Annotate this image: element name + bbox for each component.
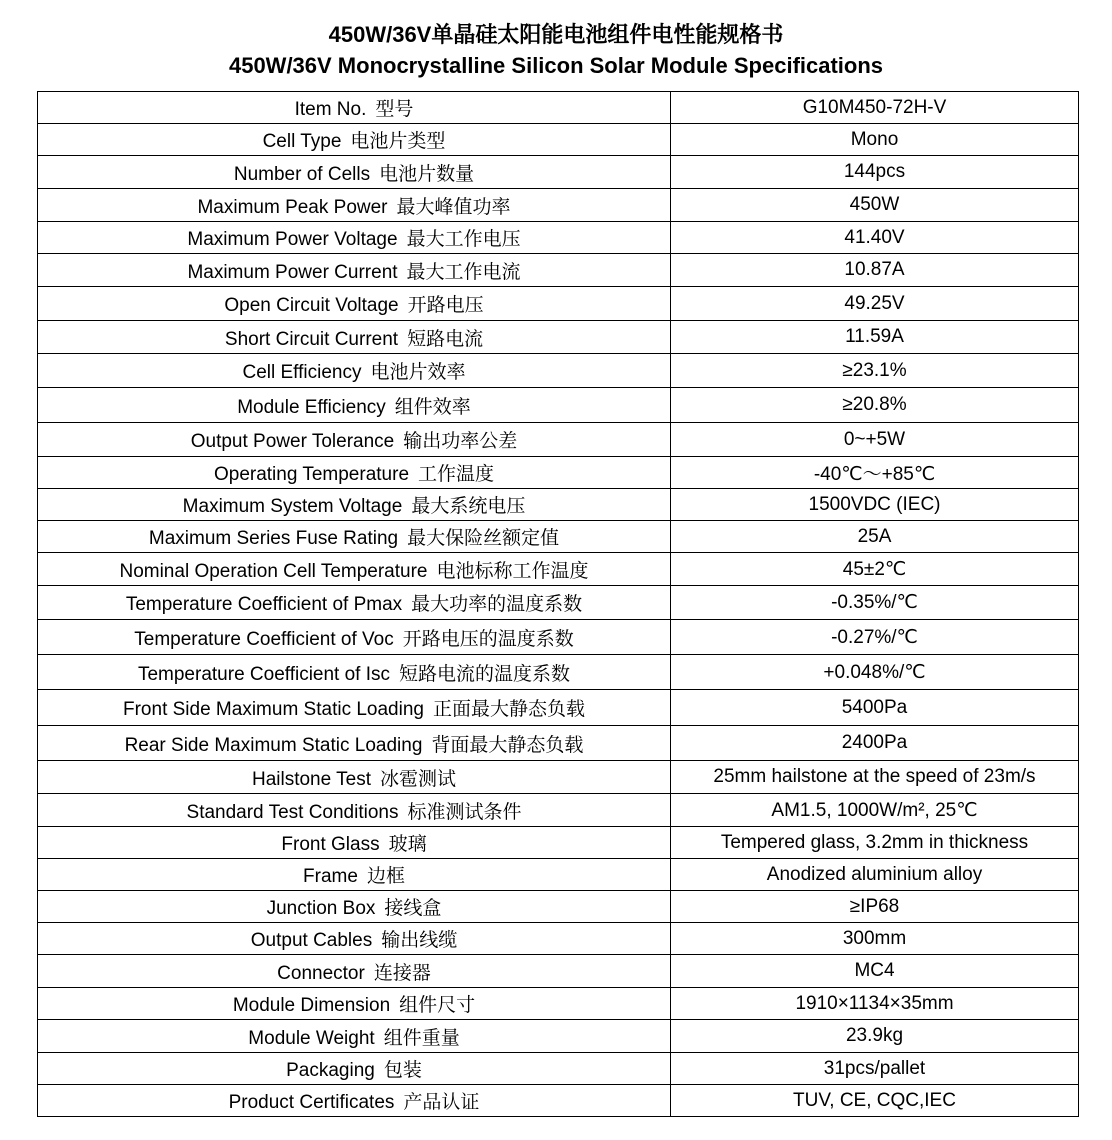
- table-row: [38, 726, 1079, 761]
- parameter-cell: [38, 189, 671, 222]
- parameter-value-cell: 5400Pa: [671, 690, 1079, 726]
- parameter-name-english: Temperature Coefficient of Voc: [134, 628, 394, 650]
- parameter-name-english: Packaging: [286, 1060, 375, 1081]
- parameter-name-english: Product Certificates: [228, 1092, 395, 1113]
- parameter-cell: [38, 156, 671, 189]
- parameter-name-english: Nominal Operation Cell Temperature: [119, 560, 428, 582]
- document-title-english: 450W/36V Monocrystalline Silicon Solar Module Specifications: [228, 53, 884, 78]
- parameter-value-cell: 49.25V: [671, 287, 1079, 321]
- table-row: [38, 690, 1079, 726]
- parameter-cell: [38, 1020, 671, 1053]
- parameter-name-chinese: 电池片效率: [370, 361, 466, 383]
- parameter-cell: [38, 354, 671, 388]
- parameter-name-english: Maximum Peak Power: [197, 196, 388, 218]
- table-row: [38, 189, 1079, 222]
- parameter-value-cell: ≥23.1%: [671, 354, 1079, 388]
- parameter-cell: [38, 321, 671, 354]
- parameter-value-cell: -40℃～+85℃: [671, 457, 1079, 489]
- table-row: [38, 457, 1079, 489]
- parameter-name-english: Item No.: [294, 99, 367, 120]
- table-row: [38, 222, 1079, 254]
- parameter-cell: [38, 287, 671, 321]
- parameter-name-chinese: 组件尺寸: [399, 994, 476, 1016]
- parameter-name-chinese: 输出功率公差: [403, 430, 518, 452]
- parameter-value-cell: 144pcs: [671, 156, 1079, 189]
- parameter-name-chinese: 短路电流的温度系数: [399, 662, 571, 685]
- parameter-name-chinese: 最大保险丝额定值: [407, 527, 560, 549]
- table-row: [38, 988, 1079, 1020]
- table-row: [38, 586, 1079, 620]
- parameter-value-cell: 45±2℃: [671, 553, 1079, 586]
- parameter-name-english: Frame: [303, 866, 358, 887]
- parameter-name-chinese: 输出线缆: [381, 929, 458, 951]
- parameter-name-chinese: 开路电压的温度系数: [402, 627, 574, 650]
- parameter-name-english: Connector: [277, 962, 365, 984]
- parameter-name-english: Open Circuit Voltage: [224, 295, 399, 316]
- parameter-cell: [38, 92, 671, 124]
- parameter-name-english: Operating Temperature: [213, 464, 410, 485]
- parameter-name-english: Maximum Power Voltage: [187, 229, 398, 250]
- parameter-name-chinese: 电池片数量: [379, 162, 475, 185]
- table-row: [38, 553, 1079, 586]
- parameter-cell: [38, 254, 671, 287]
- parameter-cell: [38, 489, 671, 521]
- parameter-name-english: Module Dimension: [232, 995, 391, 1016]
- parameter-name-chinese: 最大工作电压: [406, 228, 521, 250]
- parameter-cell: [38, 586, 671, 620]
- parameter-cell: [38, 1085, 671, 1117]
- parameter-name-chinese: 冰雹测试: [379, 767, 456, 790]
- parameter-name-english: Temperature Coefficient of Isc: [137, 663, 391, 685]
- table-row: [38, 156, 1079, 189]
- parameter-cell: [38, 988, 671, 1020]
- parameter-name-chinese: 型号: [375, 98, 414, 120]
- parameter-cell: [38, 955, 671, 988]
- parameter-cell: [38, 553, 671, 586]
- parameter-value-cell: 450W: [671, 189, 1079, 222]
- parameter-name-english: Output Cables: [250, 930, 373, 951]
- parameter-cell: [38, 827, 671, 859]
- parameter-name-chinese: 标准测试条件: [407, 800, 522, 823]
- parameter-name-english: Maximum Series Fuse Rating: [148, 528, 399, 549]
- parameter-cell: [38, 388, 671, 423]
- parameter-value-cell: 11.59A: [671, 321, 1079, 354]
- table-row: [38, 287, 1079, 321]
- table-row: [38, 761, 1079, 794]
- table-row: [38, 859, 1079, 891]
- table-row: [38, 1085, 1079, 1117]
- parameter-name-english: Output Power Tolerance: [190, 431, 395, 452]
- parameter-cell: [38, 521, 671, 553]
- parameter-cell: [38, 726, 671, 761]
- parameter-name-chinese: 包装: [383, 1059, 422, 1081]
- parameter-name-english: Front Glass: [281, 834, 380, 855]
- parameter-cell: [38, 891, 671, 923]
- parameter-name-chinese: 玻璃: [388, 833, 427, 855]
- parameter-value-cell: 25mm hailstone at the speed of 23m/s: [671, 761, 1079, 794]
- table-row: [38, 124, 1079, 156]
- parameter-name-english: Rear Side Maximum Static Loading: [124, 734, 423, 756]
- parameter-name-chinese: 接线盒: [384, 897, 442, 919]
- parameter-cell: [38, 690, 671, 726]
- parameter-name-english: Number of Cells: [233, 163, 371, 185]
- parameter-cell: [38, 1053, 671, 1085]
- parameter-name-chinese: 组件效率: [394, 395, 471, 418]
- parameter-name-english: Module Efficiency: [237, 396, 386, 418]
- parameter-name-chinese: 短路电流: [407, 327, 484, 350]
- table-row: [38, 423, 1079, 457]
- parameter-name-english: Short Circuit Current: [224, 328, 399, 350]
- parameter-value-cell: Anodized aluminium alloy: [671, 859, 1079, 891]
- parameter-value-cell: 31pcs/pallet: [671, 1053, 1079, 1085]
- parameter-value-cell: 10.87A: [671, 254, 1079, 287]
- specification-table-body: [38, 92, 1079, 1117]
- parameter-name-chinese: 最大工作电流: [406, 260, 521, 283]
- parameter-name-chinese: 工作温度: [418, 463, 495, 485]
- table-row: [38, 923, 1079, 955]
- parameter-value-cell: 300mm: [671, 923, 1079, 955]
- parameter-name-chinese: 产品认证: [403, 1091, 480, 1113]
- parameter-value-cell: G10M450-72H-V: [671, 92, 1079, 124]
- parameter-name-chinese: 开路电压: [407, 294, 484, 316]
- table-row: [38, 794, 1079, 827]
- table-row: [38, 388, 1079, 423]
- table-row: [38, 655, 1079, 690]
- parameter-value-cell: 25A: [671, 521, 1079, 553]
- table-row: [38, 827, 1079, 859]
- parameter-name-english: Junction Box: [266, 898, 376, 919]
- table-row: [38, 92, 1079, 124]
- table-row: [38, 1020, 1079, 1053]
- table-row: [38, 955, 1079, 988]
- parameter-name-chinese: 最大功率的温度系数: [411, 593, 583, 615]
- parameter-name-chinese: 组件重量: [383, 1026, 460, 1049]
- parameter-name-chinese: 正面最大静态负载: [432, 698, 585, 720]
- table-row: [38, 891, 1079, 923]
- parameter-name-english: Cell Type: [262, 131, 342, 152]
- document-title-chinese: 450W/36V单晶硅太阳能电池组件电性能规格书: [328, 22, 784, 47]
- parameter-name-english: Hailstone Test: [251, 768, 371, 790]
- parameter-value-cell: Tempered glass, 3.2mm in thickness: [671, 827, 1079, 859]
- parameter-name-chinese: 边框: [366, 865, 405, 887]
- parameter-cell: [38, 794, 671, 827]
- parameter-value-cell: -0.27%/℃: [671, 620, 1079, 655]
- parameter-cell: [38, 124, 671, 156]
- parameter-cell: [38, 859, 671, 891]
- parameter-value-cell: TUV, CE, CQC,IEC: [671, 1085, 1079, 1117]
- table-row: [38, 620, 1079, 655]
- parameter-value-cell: AM1.5, 1000W/m², 25℃: [671, 794, 1079, 827]
- parameter-cell: [38, 923, 671, 955]
- parameter-name-chinese: 电池片类型: [350, 130, 446, 152]
- parameter-value-cell: Mono: [671, 124, 1079, 156]
- parameter-cell: [38, 222, 671, 254]
- parameter-value-cell: 1910×1134×35mm: [671, 988, 1079, 1020]
- parameter-cell: [38, 761, 671, 794]
- parameter-cell: [38, 620, 671, 655]
- parameter-name-chinese: 连接器: [373, 961, 431, 984]
- specification-table: [37, 91, 1079, 1117]
- parameter-name-chinese: 背面最大静态负载: [431, 733, 584, 756]
- parameter-name-english: Front Side Maximum Static Loading: [123, 699, 424, 720]
- parameter-name-english: Standard Test Conditions: [186, 801, 399, 823]
- parameter-cell: [38, 423, 671, 457]
- parameter-name-english: Maximum System Voltage: [182, 496, 403, 517]
- parameter-value-cell: -0.35%/℃: [671, 586, 1079, 620]
- parameter-name-chinese: 电池标称工作温度: [436, 559, 589, 582]
- parameter-name-chinese: 最大峰值功率: [396, 195, 511, 218]
- parameter-value-cell: 41.40V: [671, 222, 1079, 254]
- parameter-name-english: Cell Efficiency: [242, 362, 362, 383]
- parameter-value-cell: ≥IP68: [671, 891, 1079, 923]
- parameter-value-cell: 0~+5W: [671, 423, 1079, 457]
- parameter-value-cell: 1500VDC (IEC): [671, 489, 1079, 521]
- parameter-cell: [38, 457, 671, 489]
- table-row: [38, 254, 1079, 287]
- table-row: [38, 521, 1079, 553]
- parameter-value-cell: 23.9kg: [671, 1020, 1079, 1053]
- parameter-name-english: Maximum Power Current: [187, 261, 398, 283]
- table-row: [38, 489, 1079, 521]
- parameter-value-cell: ≥20.8%: [671, 388, 1079, 423]
- parameter-cell: [38, 655, 671, 690]
- parameter-value-cell: 2400Pa: [671, 726, 1079, 761]
- parameter-name-english: Temperature Coefficient of Pmax: [125, 594, 403, 615]
- table-row: [38, 1053, 1079, 1085]
- parameter-value-cell: MC4: [671, 955, 1079, 988]
- parameter-value-cell: +0.048%/℃: [671, 655, 1079, 690]
- parameter-name-chinese: 最大系统电压: [411, 495, 526, 517]
- table-row: [38, 354, 1079, 388]
- table-row: [38, 321, 1079, 354]
- parameter-name-english: Module Weight: [248, 1027, 375, 1049]
